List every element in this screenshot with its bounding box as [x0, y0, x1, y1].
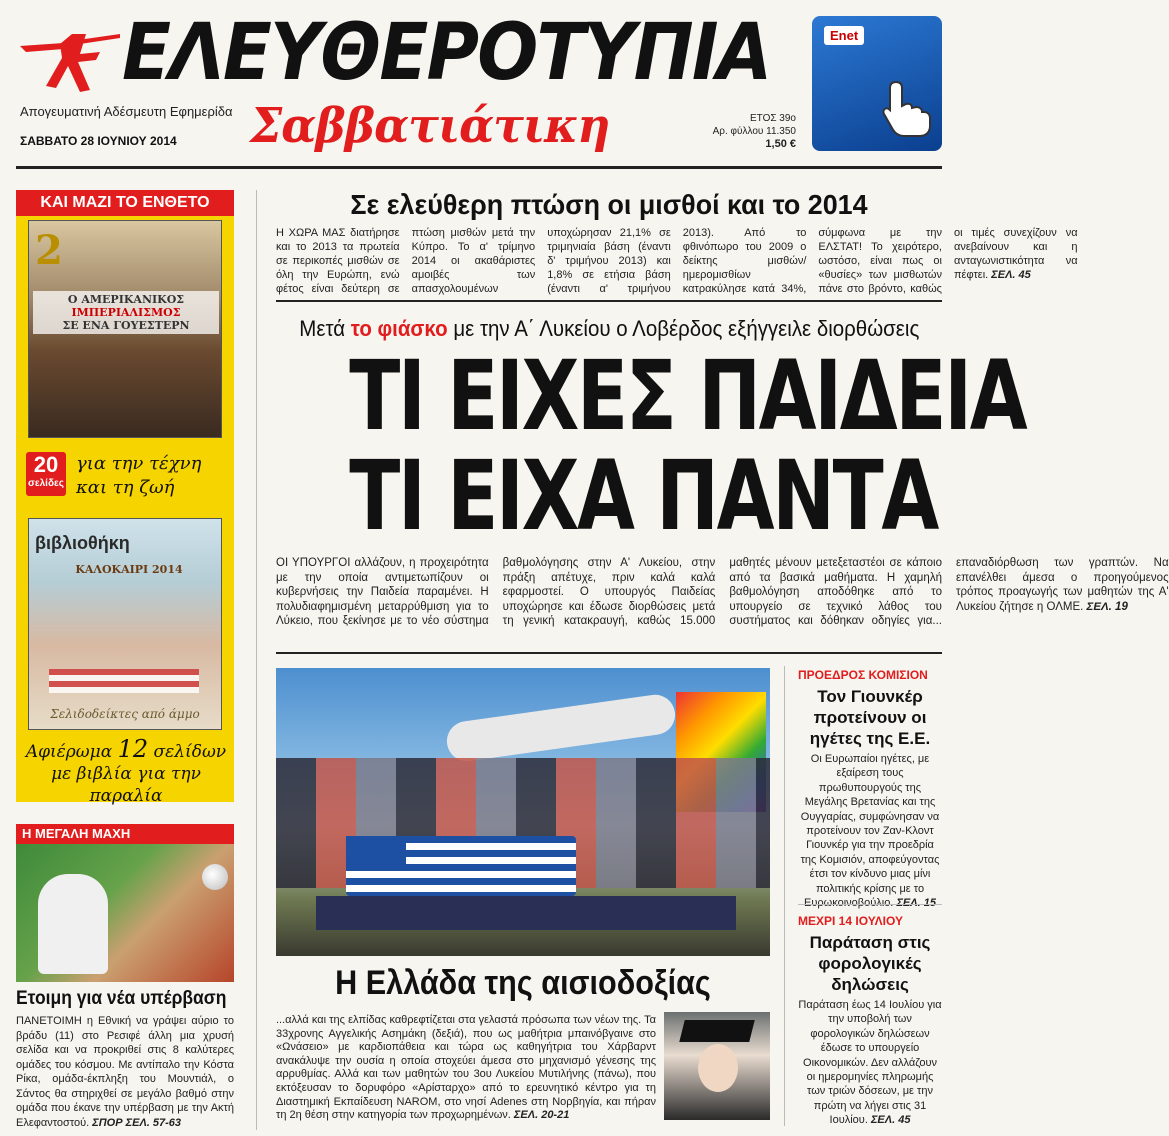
juncker-kicker: ΠΡΟΕΔΡΟΣ ΚΟΜΙΣΙΟΝ — [798, 668, 928, 682]
section-rule — [276, 300, 942, 302]
greek-flag — [346, 836, 576, 896]
portrait-face — [698, 1044, 738, 1092]
pages-badge — [26, 452, 66, 496]
juncker-title[interactable]: Τον Γιουνκέρ προτείνουν οι ηγέτες της Ε.Ε. — [809, 687, 931, 748]
edition-name: Σαββατιάτικη — [250, 98, 610, 154]
tax-kicker: ΜΕΧΡΙ 14 ΙΟΥΛΙΟΥ — [798, 914, 903, 928]
headline-line-2: ΤΙ ΕΙΧΑ ΠΑΝΤΑ — [349, 440, 937, 552]
cover-issue-number: 2 — [35, 227, 63, 274]
library-season: ΚΑΛΟΚΑΙΡΙ 2014 — [75, 563, 183, 576]
masthead — [0, 0, 960, 168]
column-rule — [256, 190, 257, 1130]
lead-page-ref: ΣΕΛ. 19 — [1086, 600, 1128, 613]
feature-post: σελίδων με βιβλία για την παραλία — [51, 742, 227, 806]
enet-label: Enet — [824, 26, 864, 45]
issue-price: 1,50 € — [765, 138, 796, 150]
tax-text: Παράταση έως 14 Ιουλίου για την υποβολή των φορολογικών δηλώσεων έδωσε το υπουργείο Οικονομικών. Δεν αλλάζουν οι ημερομηνίες πληρωμής των τριών δόσεων, με την πρώτη να λήγει στις 31 Ιουλίου. — [798, 999, 942, 1127]
kicker-pre: Μετά — [299, 316, 346, 341]
football-icon — [202, 864, 228, 890]
enet-promo[interactable] — [812, 16, 942, 151]
cover-flag-graphic — [49, 669, 199, 693]
sport-body — [16, 1014, 234, 1130]
story-separator — [798, 904, 942, 905]
supplement-header: ΚΑΙ ΜΑΖΙ ΤΟ ΕΝΘΕΤΟ — [16, 190, 234, 216]
school-banner — [316, 896, 736, 930]
top-story-body — [276, 226, 1078, 298]
tagline: Απογευματινή Αδέσμευτη Εφημερίδα — [20, 104, 233, 119]
pages-word: σελίδες — [28, 478, 64, 489]
top-story-page-ref: ΣΕΛ. 45 — [991, 269, 1031, 281]
feature-num: 12 — [117, 735, 149, 763]
top-story-text: Η ΧΩΡΑ ΜΑΣ διατήρησε και το 2013 τα πρωτεία σε περικοπές μισθών σε όλη την Ευρώπη, ενώ φέτος είναι δεύτερη σε πτώση μισθών μετά την Κύπρο. Το α' τρίμηνο 2014 οι ακαθάριστες αμοιβές των απασχολουμένων υποχώρησαν 21,1% σε τριμηνιαία βάση (έναντι δ' τριμήνου 2013) και 1,8% σε ετήσια βάση (έναντι α' τριμήνου 2013). Από το φθινόπωρο του 2009 ο δείκτης μισθών/ημερομισθίων κατρακύλησε κατά 34%, σύμφωνα με την ΕΛΣΤΑΤ! Το χειρότερο, ωστόσο, είναι πως οι «θυσίες» των μισθωτών πάνε στο βρόντο, καθώς οι τιμές συνεχίζουν να ανεβαίνουν και η ανταγωνιστικότητα να πέφτει. — [276, 227, 1078, 295]
column-rule — [784, 666, 785, 1126]
headline-line-1: ΤΙ ΕΙΧΕΣ ΠΑΙΔΕΙΑ — [349, 340, 1026, 452]
sport-title[interactable]: Ετοιμη για νέα υπέρβαση — [16, 988, 227, 1009]
kicker-highlight: το φιάσκο — [350, 316, 448, 341]
issue-info — [700, 112, 796, 151]
juncker-text: Οι Ευρωπαίοι ηγέτες, με εξαίρεση τους πρωθυπουργούς της Μεγάλης Βρετανίας και της Ουγγαρίας, συμφώνησαν να προτείνουν τον Ζαν-Κλοντ Γιουνκέρ για την προεδρία της Κομισιόν, αποφεύγοντας έτσι τον κίνδυνο μιας μίνι πολιτικής κρίσης με το — [800, 753, 940, 895]
cover-caption — [33, 291, 219, 334]
lead-body-text: ΟΙ ΥΠΟΥΡΓΟΙ αλλάζουν, η προχειρότητα με την οποία αντιμετωπίζουν οι κυβερνήσεις την Παιδεία παραμένει. Η πολυδιαφημισμένη μεταρρύθμιση για το Λύκειο, που ξεκίνησε με το νέο σύστημα βαθμολόγησης στην Α' Λυκείου, στην πράξη απέτυχε, πριν καλά καλά εφαρμοστεί. Ο υπουργός Παιδείας υποχώρησε και έδωσε διορθώσεις μετά τη γενική κατακραυγή, καθώς 15.000 μαθητές μένουν μετεξεταστέοι σε κάποιο από τα βασικά μαθήματα. Η χαμηλή βαθμολόγηση αποδόθηκε από το υπουργείο σε τεχνικό λάθος του συστήματος και δόθηκαν οδηγίες για... επαναδιόρθωση των γραπτών. Να επανέλθει άμεσα ο προηγούμενος τρόπος προαγωγής των μαθητών της Α' Λυκείου ζήτησε η ΟΛΜΕ. — [276, 557, 1169, 627]
supplement-cover-western — [28, 220, 222, 438]
cover-line-2: ΙΜΠΕΡΙΑΛΙΣΜΟΣ — [71, 306, 181, 319]
photo-story-title[interactable]: Η Ελλάδα της αισιοδοξίας — [335, 964, 711, 1002]
pages-count: 20 — [33, 452, 59, 477]
issue-year: ΕΤΟΣ 39ο — [749, 113, 796, 124]
feature-pre: Αφιέρωμα — [25, 742, 113, 762]
kicker-post: με την Α΄ Λυκείου ο Λοβέρδος εξήγγειλε διορθώσεις — [453, 316, 920, 341]
lead-headline[interactable] — [349, 340, 1026, 552]
tax-body — [798, 998, 942, 1128]
top-story-title[interactable]: Σε ελεύθερη πτώση οι μισθοί και το 2014 — [350, 189, 868, 220]
lead-body — [276, 556, 1169, 642]
issue-number: Αρ. φύλλου 11.350 — [712, 126, 796, 137]
students-photo — [276, 668, 770, 956]
photo-story-body — [276, 1014, 656, 1123]
juncker-body — [798, 752, 942, 910]
sport-page-ref: ΣΠΟΡ ΣΕΛ. 57-63 — [92, 1116, 182, 1129]
graduate-photo — [664, 1012, 770, 1120]
pointer-hand-icon — [876, 78, 936, 138]
photo-story-page-ref: ΣΕΛ. 20-21 — [513, 1109, 570, 1122]
library-logo: βιβλιοθήκη — [35, 533, 130, 553]
cover-line-1: Ο ΑΜΕΡΙΚΑΝΙΚΟΣ — [67, 293, 185, 306]
tax-title[interactable]: Παράταση στις φορολογικές δηλώσεις — [809, 933, 931, 994]
cover-line-3: ΣΕ ΕΝΑ ΓΟΥΕΣΤΕΡΝ — [62, 319, 190, 332]
paper-title: ΕΛΕΥΘΕΡΟΤΥΠΙΑ — [122, 8, 771, 98]
pages-text: για την τέχνη και τη ζωή — [76, 453, 202, 498]
sport-body-text: ΠΑΝΕΤΟΙΜΗ η Εθνική να γράψει αύριο το βράδυ (11) στο Ρεσιφέ άλλη μια χρυσή σελίδα και να προκριθεί στις 8 καλύτερες ομάδες του κόσμου. Με αντίπαλο την Κόστα Ρίκα, ομάδα-έκπληξη του Μουντιάλ, ο Σάντος θα στηριχθεί σε μεγάλο βαθμό στην ομάδα που έκανε την υπέρβαση με την Ακτή Ελεφαντοστού. — [16, 1015, 234, 1129]
photo-story-text: ...αλλά και της ελπίδας καθρεφτίζεται στα γελαστά πρόσωπα των νέων της. Τα 33χρονης Αγγελικής Ασημάκη (δεξιά), που ως μαθήτρια μπαινόβγαινε στο «Ωνάσειο» με καρδιοπάθεια και τώρα ως καθηγήτρια του Χάρβαρντ ανακάλυψε την ουσία η οποία στοχεύει άμεσα στο μηχανισμό γένεσης της αρρυθμίας. Αλλά και των μαθητών του 3ου Λυκείου Μυτιλήνης (πάνω), που εκτόξευσαν το δορυφόρο «Αρίσταρχο» από το ερευνητικό κέντρο για τη Διαστημική Εκπαίδευση NAROM, στο νησί Adenes στη Νορβηγία, και πήραν τη 2η θέση στην κατηγορία των προχωρημένων. — [276, 1014, 656, 1122]
masthead-rule — [16, 166, 942, 169]
issue-date: ΣΑΒΒΑΤΟ 28 ΙΟΥΝΙΟΥ 2014 — [20, 134, 177, 148]
supplement-promo[interactable] — [16, 190, 234, 806]
sport-header: Η ΜΕΓΑΛΗ ΜΑΧΗ — [16, 824, 234, 844]
feature-text — [24, 735, 228, 807]
supplement-cover-library — [28, 518, 222, 730]
sport-photo — [16, 844, 234, 982]
graduation-cap — [679, 1020, 754, 1042]
section-rule — [276, 652, 942, 654]
torch-runner-icon — [16, 28, 124, 98]
tax-page-ref: ΣΕΛ. 45 — [870, 1114, 911, 1127]
rocket-graphic — [444, 692, 677, 764]
player-figure — [38, 874, 108, 974]
library-cover-tag: Σελιδοδείκτες από άμμο — [50, 707, 200, 721]
